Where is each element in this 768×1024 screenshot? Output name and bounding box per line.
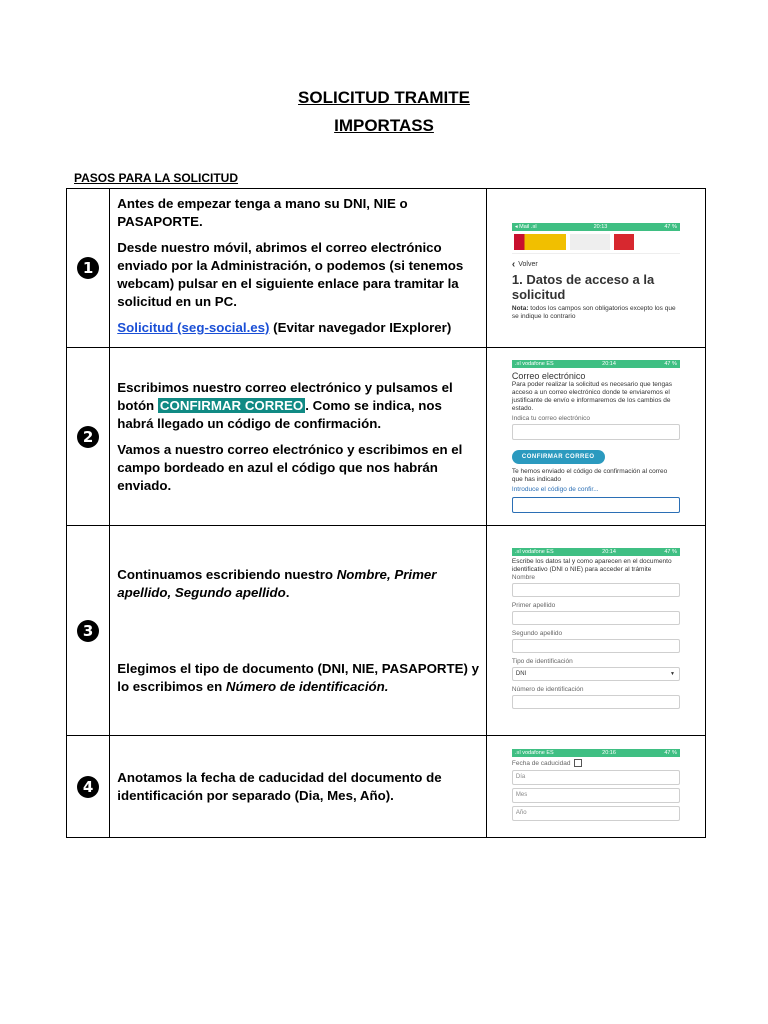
step-number-cell [67,348,110,526]
step-image-cell [486,736,705,838]
status-bar [512,360,680,368]
numero-identificacion-input[interactable] [512,695,680,709]
step-number-cell [67,526,110,736]
gov-logo-icon [514,234,566,250]
phone-screenshot-2 [512,360,680,513]
section-heading: PASOS PARA LA SOLICITUD [74,171,239,185]
solicitud-link[interactable]: Solicitud (seg-social.es) [117,320,270,335]
code-input[interactable] [512,497,680,513]
step-number-cell [67,736,110,838]
doc-title-line2: IMPORTASS [334,116,434,135]
step-row-1 [67,189,706,348]
phone-note: Nota: todos los campos son obligatorios excepto los que se indique lo contrario [511,305,676,320]
status-carrier: .ııl vodafone ES [514,361,554,367]
status-time: 20:16 [602,750,616,756]
tipo-identificacion-select[interactable] [512,667,680,681]
back-link[interactable] [512,259,680,270]
step-text-cell [110,189,487,348]
step-number-2: 2 [77,426,99,448]
step-row-4 [67,736,706,838]
phone-screenshot-3 [512,548,680,714]
primer-apellido-label: Primer apellido [511,601,556,609]
status-time: 20:14 [602,548,616,555]
status-carrier: .ııl vodafone ES [514,548,554,555]
step3-paragraph2: Elegimos el tipo de documento (DNI, NIE, PASAPORTE) y lo escribimos en Número de identificación. [117,660,480,694]
numero-identificacion-label: Número de identificación [511,685,584,693]
nombre-label: Nombre [511,573,536,581]
email-field-label: Indica tu correo electrónico [511,415,590,422]
phone-heading: 1. Datos de acceso a la solicitud [511,272,655,302]
status-carrier: .ııl vodafone ES [514,750,554,756]
identity-description: Escribe los datos tal y como aparecen en el documento identificativo (DNI o NIE) para acceder al trámite [511,557,672,573]
step-row-2 [67,348,706,526]
step-text-cell [110,348,487,526]
fecha-caducidad-label: Fecha de caducidad [512,759,680,767]
status-battery: 47 % [664,224,677,230]
step-text-cell [110,526,487,736]
status-battery: 47 % [664,548,677,555]
ano-input[interactable]: Año [512,806,680,821]
confirmar-correo-highlight: CONFIRMAR CORREO [159,397,304,413]
status-battery: 47 % [664,361,677,367]
nombre-input[interactable] [512,583,680,597]
status-bar [512,223,680,231]
doc-title-line1: SOLICITUD TRAMITE [298,88,470,107]
step-text-cell [110,736,487,838]
primer-apellido-input[interactable] [512,611,680,625]
status-battery: 47 % [664,750,677,756]
step-image-cell [486,189,705,348]
dia-input[interactable]: Día [512,770,680,785]
select-value: DNI [515,670,527,677]
status-carrier: ◂ Mail .ııl [514,224,537,230]
step-image-cell [486,526,705,736]
code-sent-message: Te hemos enviado el código de confirmación al correo que has indicado [511,468,668,483]
step-number-3: 3 [77,620,99,642]
status-time: 20:13 [593,224,608,230]
phone-screenshot-1 [512,223,680,321]
calendar-icon[interactable] [574,759,582,767]
back-label: Volver [518,261,538,268]
step-row-3 [67,526,706,736]
step1-paragraph1: Antes de empezar tenga a mano su DNI, NIE o PASAPORTE. [117,196,408,229]
code-field-label: Introduce el código de confir... [511,486,599,493]
segundo-apellido-input[interactable] [512,639,680,653]
status-bar [512,548,680,556]
status-time: 20:14 [602,361,616,367]
step1-paragraph2: Desde nuestro móvil, abrimos el correo electrónico enviado por la Administración, o podemos (si tenemos webcam) pulsar en el siguiente enlace para tramitar la solicitud en un PC. [117,240,464,309]
email-input[interactable] [512,424,680,440]
gov-logo-banner [512,231,680,254]
steps-table [66,188,706,838]
status-bar [512,749,680,757]
email-heading: Correo electrónico [511,371,586,381]
step4-paragraph1: Anotamos la fecha de caducidad del documento de identificación por separado (Dia, Mes, Año). [117,769,442,803]
step3-paragraph1: Continuamos escribiendo nuestro Nombre, Primer apellido, Segundo apellido. [117,566,437,600]
step-number-1: 1 [77,257,99,279]
step2-paragraph1: Escribimos nuestro correo electrónico y pulsamos el botón CONFIRMAR CORREO . Como se indica, nos habrá llegado un código de confirmación. [117,379,453,431]
step2-paragraph2: Vamos a nuestro correo electrónico y escribimos en el campo bordeado en azul el código que nos habrán enviado. [117,441,463,493]
mes-input[interactable]: Mes [512,788,680,803]
segundo-apellido-label: Segundo apellido [511,629,563,637]
tipo-identificacion-label: Tipo de identificación [511,657,573,665]
step-number-cell [67,189,110,348]
ministry-logo-icon [570,234,610,250]
ss-logo-icon [614,234,634,250]
chevron-left-icon: ‹ [511,259,516,270]
phone-screenshot-4 [512,749,680,824]
caret-down-icon: ▼ [669,670,675,677]
step-image-cell [486,348,705,526]
confirmar-correo-button[interactable]: CONFIRMAR CORREO [512,450,605,464]
step1-link-note: (Evitar navegador IExplorer) [269,320,452,335]
step-number-4: 4 [77,776,99,798]
email-description: Para poder realizar la solicitud es necesario que tengas acceso a un correo electrónico donde te enviaremos el justificante de envío e informaremos de los cambios de estado. [511,381,672,412]
step1-paragraph3 [117,319,480,337]
